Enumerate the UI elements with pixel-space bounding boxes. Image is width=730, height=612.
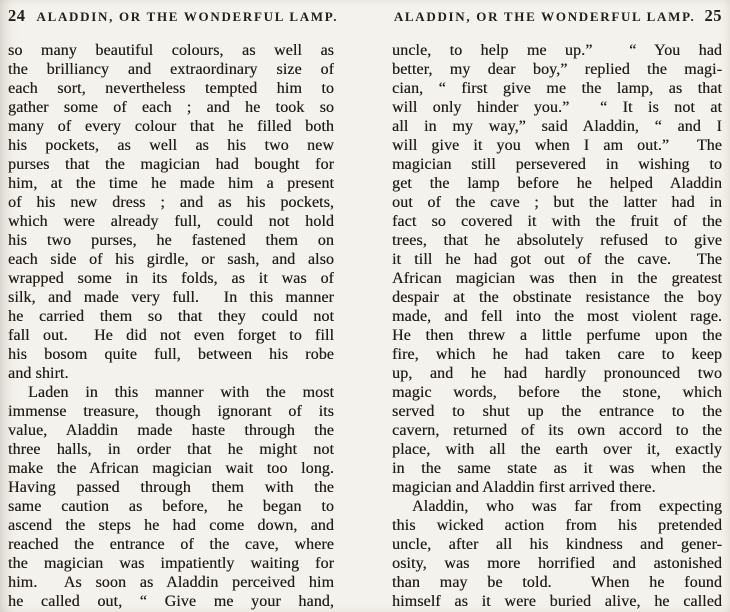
- text-line: He then threw a little perfume upon the: [392, 327, 722, 344]
- text-line: fact so covered it with the fruit of the: [392, 213, 722, 230]
- text-line: will only hinder you.” “ It is not at: [392, 99, 722, 116]
- text-line: magician and Aladdin first arrived there.: [392, 479, 656, 496]
- text-line: value, Aladdin made haste through the: [8, 422, 334, 439]
- text-line: will give it you when I am out.” The: [392, 137, 722, 154]
- text-line: same caution as before, he began to: [8, 498, 334, 515]
- text-line: his pockets, as well as his two new: [8, 137, 334, 154]
- text-line: place, with all the earth over it, exactly: [392, 441, 722, 458]
- text-line: uncle, to help me up.” “ You had: [392, 42, 722, 59]
- running-title-right: ALADDIN, OR THE WONDERFUL LAMP.: [393, 9, 696, 24]
- text-body-left: [8, 41, 334, 611]
- text-line: out of the cave ; but the latter had in: [392, 194, 722, 211]
- text-line: he carried them so that they could not: [8, 308, 334, 325]
- text-line: many of every colour that he filled both: [8, 118, 334, 135]
- text-line: Laden in this manner with the most: [28, 384, 334, 401]
- text-line: cavern, returned of its own accord to the: [392, 422, 722, 439]
- text-line: ascend the steps he had come down, and: [8, 517, 334, 534]
- text-line: he called out, “ Give me your hand,: [8, 593, 334, 610]
- text-line: each sort, nevertheless tempted him to: [8, 80, 334, 97]
- text-line: and shirt.: [8, 365, 69, 382]
- text-line: fall out. He did not even forget to fill: [8, 327, 334, 344]
- text-body-right: [392, 41, 722, 611]
- text-line: reached the entrance of the cave, where: [8, 536, 334, 553]
- text-line: magician still persevered in wishing to: [392, 156, 722, 173]
- running-header-left: [8, 6, 339, 26]
- text-line: fire, which he had taken care to keep: [392, 346, 722, 363]
- text-line: silk, and made very full. In this manner: [8, 289, 334, 306]
- text-line: up, and he had hardly pronounced two: [392, 365, 722, 382]
- text-line: make the African magician wait too long.: [8, 460, 334, 477]
- page-number-left: 24: [8, 6, 26, 25]
- running-header-right: [392, 6, 722, 26]
- text-line: get the lamp before he helped Aladdin: [392, 175, 722, 192]
- text-line: immense treasure, though ignorant of its: [8, 403, 334, 420]
- page-24: [8, 6, 339, 611]
- text-line: this wicked action from his pretended: [392, 517, 722, 534]
- running-title-left: ALADDIN, OR THE WONDERFUL LAMP.: [36, 9, 339, 24]
- text-line: Aladdin, who was far from expecting: [412, 498, 722, 515]
- text-line: wrapped some in its folds, as it was of: [8, 270, 334, 287]
- text-line: uncle, after all his kindness and gener-: [392, 536, 722, 553]
- text-line: the brilliancy and extraordinary size of: [8, 61, 334, 78]
- text-line: than may be told. When he found: [392, 574, 722, 591]
- text-line: trees, that he absolutely refused to give: [392, 232, 722, 249]
- text-line: Having passed through them with the: [8, 479, 334, 496]
- text-line: it till he had got out of the cave. The: [392, 251, 722, 268]
- text-line: which were already full, could not hold: [8, 213, 334, 230]
- text-line: three halls, in order that he might not: [8, 441, 334, 458]
- page-number-right: 25: [704, 6, 722, 25]
- text-line: despair at the obstinate resistance the boy: [392, 289, 722, 306]
- text-line: better, my dear boy,” replied the magi-: [392, 61, 722, 78]
- text-line: made, and fell into the most violent rage.: [392, 308, 722, 325]
- text-line: African magician was then in the greatest: [392, 270, 722, 287]
- text-line: himself as it were buried alive, he called: [392, 593, 722, 610]
- text-line: gather some of each ; and he took so: [8, 99, 334, 116]
- text-line: served to shut up the entrance to the: [392, 403, 722, 420]
- text-line: him, at the time he made him a present: [8, 175, 334, 192]
- text-line: purses that the magician had bought for: [8, 156, 334, 173]
- text-line: him. As soon as Aladdin perceived him: [8, 574, 334, 591]
- text-line: magic words, before the stone, which: [392, 384, 722, 401]
- text-line: all in my way,” said Aladdin, “ and I: [392, 118, 722, 135]
- text-line: each side of his girdle, or sash, and also: [8, 251, 334, 268]
- text-line: so many beautiful colours, as well as: [8, 42, 334, 59]
- text-line: his two purses, he fastened them on: [8, 232, 334, 249]
- text-line: in the same state as it was when the: [392, 460, 722, 477]
- page-25: [392, 6, 722, 611]
- text-line: osity, was more horrified and astonished: [392, 555, 722, 572]
- text-line: his bosom quite full, between his robe: [8, 346, 334, 363]
- text-line: of his new dress ; and as his pockets,: [8, 194, 334, 211]
- text-line: the magician was impatiently waiting for: [8, 555, 334, 572]
- text-line: cian, “ first give me the lamp, as that: [392, 80, 722, 97]
